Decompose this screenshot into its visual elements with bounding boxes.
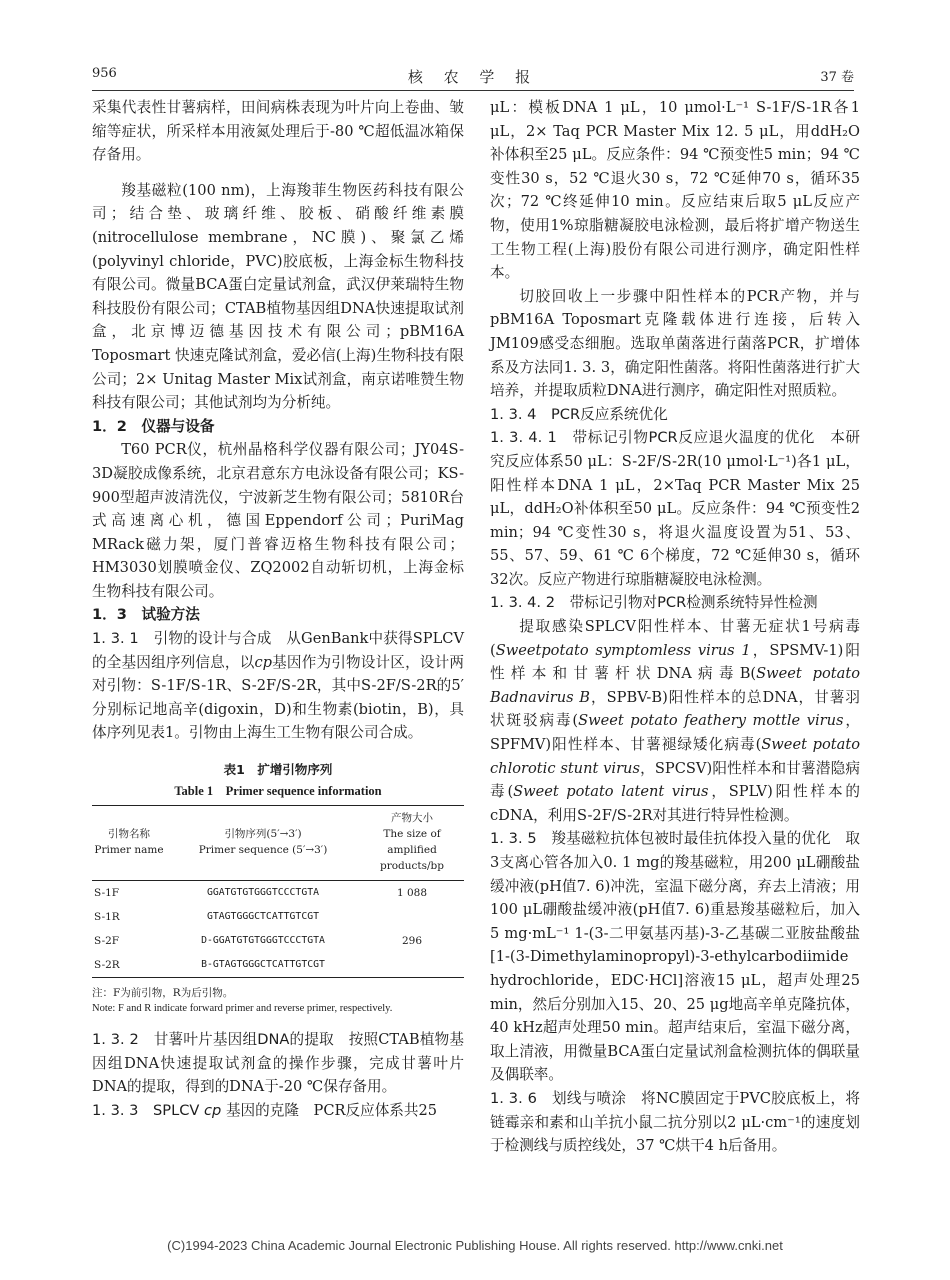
subheading-1342: 1. 3. 4. 2 带标记引物对PCR检测系统特异性检测 [490, 594, 818, 612]
header-rule [92, 90, 854, 91]
table-caption-cn: 表1 扩增引物序列 [223, 762, 333, 778]
subheading-135: 1. 3. 5 羧基磁粒抗体包被时最佳抗体投入量的优化 [490, 830, 831, 848]
left-column [92, 96, 464, 1122]
volume-label: 37 卷 [820, 70, 854, 85]
col-header-size: 产物大小 The size of amplified products/bp [379, 812, 444, 873]
table-note-cn: 注：F为前引物，R为后引物。 [92, 987, 234, 1000]
paragraph-samples: 采集代表性甘薯病样，田间病株表现为叶片向上卷曲、皱缩等症状，所采样本用液氮处理后于-80 ℃超低温冰箱保存备用。 [92, 99, 464, 164]
paragraph-132: 1. 3. 2 甘薯叶片基因组DNA的提取 按照CTAB植物基因组DNA快速提取试剂盒的操作步骤，完成甘薯叶片DNA的提取，得到的DNA于-20 ℃保存备用。 [92, 1031, 464, 1096]
subheading-1341: 1. 3. 4. 1 带标记引物PCR反应退火温度的优化 [490, 429, 815, 447]
table-header-row [92, 806, 464, 881]
paragraph-131: 1. 3. 1 引物的设计与合成 从GenBank中获得SPLCV的全基因组序列信息，以cp基因作为引物设计区，设计两对引物：S-1F/S-1R、S-2F/S-2R，其中S-2F/S-2R的5′分别标记地高辛(digoxin，D)和生物素(biotin，B)，具体序列见表1。引物由上海生工生物有限公司合成。 [92, 630, 464, 742]
paragraph-135: 1. 3. 5 羧基磁粒抗体包被时最佳抗体投入量的优化 取3支离心管各加入0. 1 mg的羧基磁粒，用200 μL硼酸盐缓冲液(pH值7. 6)冲洗，室温下磁分离，弃去上清液；用100 μL硼酸盐缓冲液(pH值7. 6)重悬羧基磁粒后，加入5 mg·mL⁻¹ 1-(3-二甲氨基丙基)-3-乙基碳二亚胺盐酸盐[1-(3-Dimethylaminopropyl)-3-ethylcarbodiimide hydrochloride，EDC·HCl]溶液15 μL，超声处理25 min，然后分别加入15、20、25 μg地高辛单克隆抗体，40 kHz超声处理50 min。超声结束后，室温下磁分离，取上清液，用微量BCA蛋白定量试剂盒检测抗体的偶联量及偶联率。 [490, 830, 860, 1084]
col-header-name: 引物名称 Primer name [94, 828, 164, 857]
running-header [92, 66, 854, 88]
heading-instruments: 1．2 仪器与设备 [92, 417, 215, 435]
paragraph-instruments: T60 PCR仪，杭州晶格科学仪器有限公司；JY04S-3D凝胶成像系统，北京君意东方电泳设备有限公司；KS-900型超声波清洗仪，宁波新芝生物有限公司；5810R台式高速离心机，德国Eppendorf公司；PuriMag MRack磁力架，厦门普睿迈格生物科技有限公司；HM3030划膜喷金仪、ZQ2002自动斩切机，上海金标生物科技有限公司。 [92, 441, 464, 600]
journal-title: 核 农 学 报 [407, 68, 539, 86]
subheading-133: 1. 3. 3 SPLCV cp 基因的克隆 [92, 1101, 299, 1119]
subheading-134: 1. 3. 4 PCR反应系统优化 [490, 405, 668, 423]
heading-methods: 1．3 试验方法 [92, 606, 200, 624]
table-row: S-2F D-GGATGTGTGGGTCCCTGTA 296 [94, 935, 423, 948]
paragraph-1341: 1. 3. 4. 1 带标记引物PCR反应退火温度的优化 本研究反应体系50 μL：S-2F/S-2R(10 μmol·L⁻¹)各1 μL，阳性样本DNA 1 μL，2×Taq PCR Master Mix 25 μL，ddH₂O补体积至50 μL。反应条件：94 ℃预变性2 min；94 ℃变性30 s，将退火温度设置为51、53、55、57、59、61 ℃ 6个梯度，72 ℃延伸30 s，循环32次。反应产物进行琼脂糖凝胶电泳检测。 [490, 429, 860, 588]
paragraph-pcr-system: μL：模板DNA 1 μL，10 μmol·L⁻¹ S-1F/S-1R各1 μL，2× Taq PCR Master Mix 12. 5 μL，用ddH₂O补体积至25 μL。反应条件：94 ℃预变性5 min；94 ℃变性30 s，52 ℃退火30 s，72 ℃延伸70 s，循环35次；72 ℃终延伸10 min。反应结束后取5 μL反应产物，使用1%琼脂糖凝胶电泳检测，最后将扩增产物送生工生物工程(上海)股份有限公司进行测序，确定阳性样本。 [490, 99, 860, 282]
table-row: S-1F GGATGTGTGGGTCCCTGTA 1 088 [94, 887, 428, 900]
paragraph-133: 1. 3. 3 SPLCV cp 基因的克隆 PCR反应体系共25 [92, 1101, 438, 1119]
subheading-132: 1. 3. 2 甘薯叶片基因组DNA的提取 [92, 1031, 334, 1049]
table-note-en: Note: F and R indicate forward primer and reverse primer, respectively. [92, 1003, 393, 1015]
paragraph-1342: 提取感染SPLCV阳性样本、甘薯无症状1号病毒(Sweetpotato symptomless virus 1，SPSMV-1)阳性样本和甘薯杆状DNA病毒B(Sweet potato Badnavirus B，SPBV-B)阳性样本的总DNA，甘薯羽状斑驳病毒(Sweet potato feathery mottle virus，SPFMV)阳性样本、甘薯褪绿矮化病毒(Sweet potato chlorotic stunt virus，SPCSV)阳性样本和甘薯潜隐病毒(Sweet potato latent virus，SPLV)阳性样本的cDNA，利用S-2F/S-2R对其进行特异性检测。 [490, 618, 860, 824]
subheading-131: 1. 3. 1 引物的设计与合成 [92, 630, 272, 648]
table-caption-en: Table 1 Primer sequence information [174, 784, 382, 799]
subheading-136: 1. 3. 6 划线与喷涂 [490, 1089, 627, 1107]
paragraph-136: 1. 3. 6 划线与喷涂 将NC膜固定于PVC胶底板上，将链霉亲和素和山羊抗小鼠二抗分别以2 μL·cm⁻¹的速度划于检测线与质控线处，37 ℃烘干4 h后备用。 [490, 1089, 860, 1155]
paragraph-reagents: 羧基磁粒(100 nm)，上海羧菲生物医药科技有限公司；结合垫、玻璃纤维、胶板、硝酸纤维素膜(nitrocellulose membrane，NC膜)、聚氯乙烯(polyvinyl chloride，PVC)胶底板，上海金标生物科技有限公司。微量BCA蛋白定量试剂盒，武汉伊莱瑞特生物科技股份有限公司；CTAB植物基因组DNA快速提取试剂盒，北京博迈德基因技术有限公司；pBM16A Toposmart 快速克隆试剂盒，爱必信(上海)生物科技有限公司；2× Unitag Master Mix试剂盒，南京诺唯赞生物科技有限公司；其他试剂均为分析纯。 [92, 181, 464, 412]
right-column [490, 96, 860, 1158]
primer-table-block [92, 759, 464, 1016]
paragraph-cloning: 切胶回收上一步骤中阳性样本的PCR产物，并与pBM16A Toposmart克隆载体进行连接，后转入JM109感受态细胞。选取单菌落进行菌落PCR，扩增体系及方法同1. 3. 3，确定阳性菌落。将阳性菌落进行扩大培养，并提取质粒DNA进行测序，确定阳性对照质粒。 [490, 287, 860, 400]
table-row: S-2R B-GTAGTGGGCTCATTGTCGT [92, 953, 464, 978]
table-row: S-1R GTAGTGGGCTCATTGTCGT [94, 911, 320, 924]
primer-table [92, 805, 464, 978]
col-header-sequence: 引物序列(5′→3′) Primer sequence (5′→3′) [198, 828, 328, 857]
copyright-footer: (C)1994-2023 China Academic Journal Electronic Publishing House. All rights reserved. http://www.cnki.net [167, 1238, 783, 1253]
page-number: 956 [92, 66, 117, 81]
